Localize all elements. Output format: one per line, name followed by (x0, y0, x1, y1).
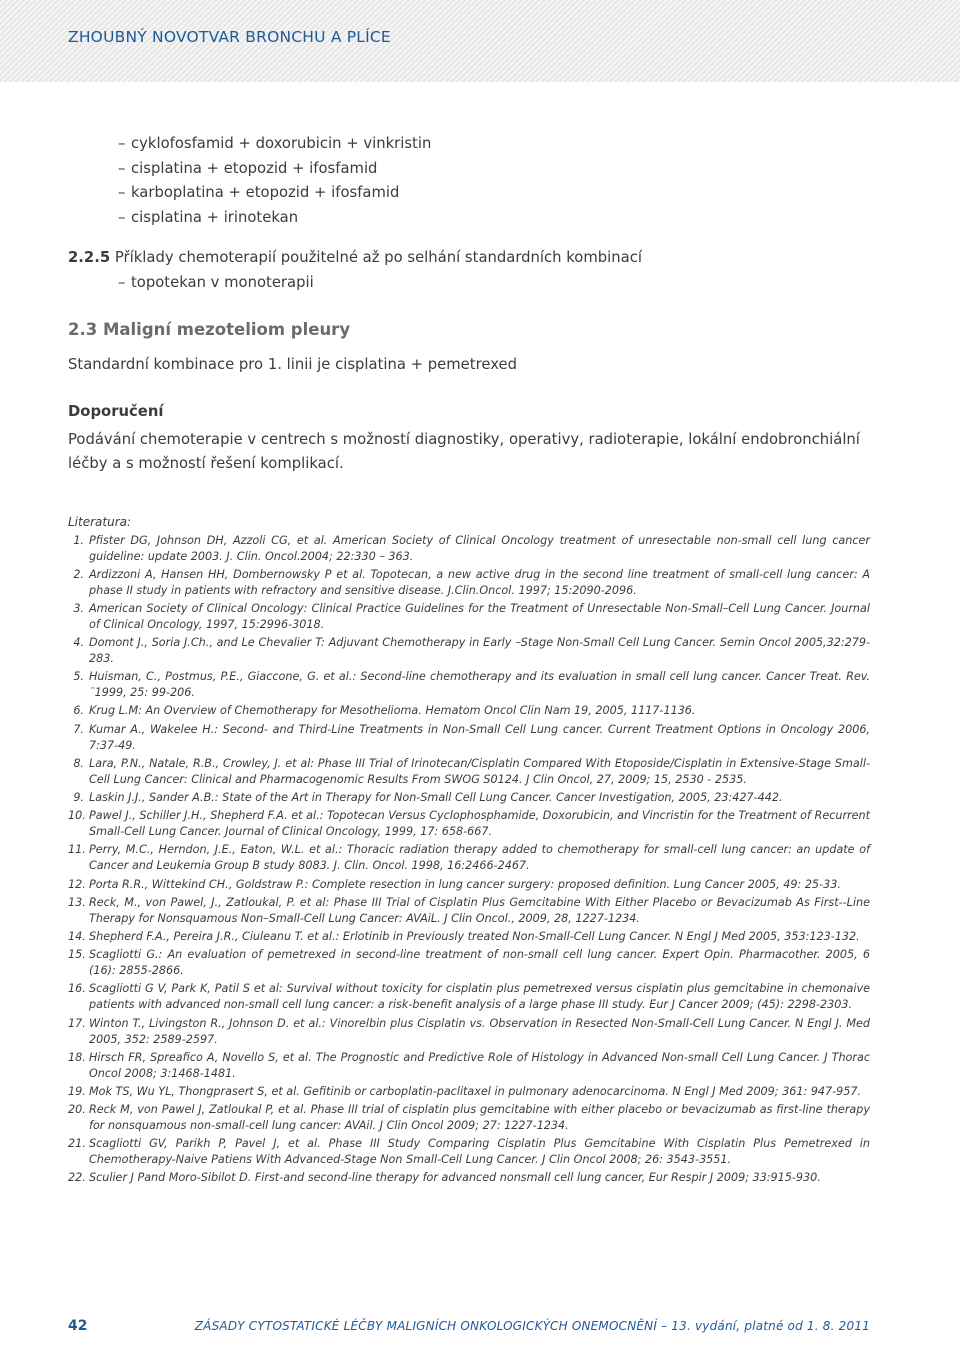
reference-item (68, 808, 870, 840)
page-content (68, 132, 870, 1189)
reference-item (68, 981, 870, 1013)
reference-item (68, 1136, 870, 1168)
reference-number: 3. (73, 601, 84, 615)
reference-number: 11. (68, 843, 86, 857)
reference-number: 6. (73, 704, 84, 718)
reference-number: 22. (68, 1171, 86, 1185)
reference-number: 7. (73, 722, 84, 736)
reference-number: 12. (68, 877, 86, 891)
reference-text: Perry, M.C., Herndon, J.E., Eaton, W.L. et al.: Thoracic radiation therapy added to chemotherapy for small-cell lung cancer: an update of Cancer and Leukemia Group B study 8083. J. Clin. Oncol. 1998, 16:2466-2467. (89, 843, 870, 873)
reference-number: 15. (68, 948, 86, 962)
reference-item (68, 929, 870, 945)
reference-item (68, 1102, 870, 1134)
reference-text: Sculier J Pand Moro-Sibilot D. First-and second-line therapy for advanced nonsmall cell lung cancer, Eur Respir J 2009; 33:915-930. (89, 1171, 821, 1185)
reference-text: Scagliotti GV, Parikh P, Pavel J, et al. Phase III Study Comparing Cisplatin Plus Gemcitabine With Cisplatin Plus Pemetrexed in Chemotherapy-Naive Patiens With Advanced-Stage Non Small-Cell Lung Cancer. J Clin Oncol 2008; 26: 3543-3551. (89, 1137, 870, 1167)
reference-text: Reck M, von Pawel J, Zatloukal P, et al. Phase III trial of cisplatin plus gemcitabine with either placebo or bevacizumab as first-line therapy for nonsquamous non-small-cell lung cancer: AVAil. J Clin Oncol 2009; 27: 1227-1234. (89, 1103, 870, 1133)
section-heading-2-3: 2.3 Maligní mezoteliom pleury (68, 320, 351, 339)
reference-item (68, 722, 870, 754)
reference-item (68, 601, 870, 633)
reference-number: 10. (68, 809, 86, 823)
reference-number: 14. (68, 929, 86, 943)
reference-number: 5. (73, 670, 84, 684)
reference-text: Laskin J.J., Sander A.B.: State of the Art in Therapy for Non-Small Cell Lung Cancer. Cancer Investigation, 2005, 23:427-442. (89, 791, 783, 804)
reference-text: Lara, P.N., Natale, R.B., Crowley, J. et al: Phase III Trial of Irinotecan/Cisplatin Compared With Etoposide/Cisplatin in Extensive-Stage Small-Cell Lung Cancer: Clinical and Pharmacogenomic Results From SWOG S0124. J Clin Oncol, 27, 2009; 15, 2530 - 2535. (89, 756, 870, 786)
reference-number: 16. (68, 982, 86, 996)
reference-number: 2. (73, 567, 84, 581)
reference-item (68, 669, 870, 701)
reference-text: Ardizzoni A, Hansen HH, Dombernowsky P et al. Topotecan, a new active drug in the second line treatment of small-cell lung cancer: A phase II study in patients with refractory and sensitive disease. J.Clin.Oncol. 1997; 15:2090-2096. (89, 567, 870, 597)
reference-text: Pfister DG, Johnson DH, Azzoli CG, et al. American Society of Clinical Oncology treatment of unresectable non-small cell lung cancer guideline: update 2003. J. Clin. Oncol.2004; 22:330 – 363. (89, 533, 870, 563)
reference-item (68, 947, 870, 979)
reference-text: Domont J., Soria J.Ch., and Le Chevalier T: Adjuvant Chemotherapy in Early –Stage Non-Small Cell Lung Cancer. Semin Oncol 2005,32:279-283. (89, 636, 870, 666)
reference-item (68, 842, 870, 874)
reference-item (68, 1050, 870, 1082)
regimen-list (68, 132, 870, 230)
reference-item (68, 635, 870, 667)
reference-item (68, 703, 870, 719)
second-line-list (68, 271, 870, 296)
reference-item (68, 1084, 870, 1100)
reference-item (68, 1016, 870, 1048)
reference-number: 13. (68, 895, 86, 909)
running-header-title: ZHOUBNÝ NOVOTVAR BRONCHU A PLÍCE (68, 28, 391, 46)
reference-text: Kumar A., Wakelee H.: Second- and Third-Line Treatments in Non-Small Cell Lung cancer. Current Treatment Options in Oncology 2006, 7:37-49. (89, 722, 870, 752)
page-footer (0, 1318, 960, 1348)
recommendation-heading: Doporučení (68, 402, 164, 420)
reference-item (68, 877, 870, 893)
header-bar (0, 0, 960, 82)
list-item: – cisplatina + etopozid + ifosfamid (118, 159, 378, 177)
reference-number: 20. (68, 1103, 86, 1117)
reference-number: 1. (73, 533, 84, 547)
reference-number: 21. (68, 1137, 86, 1151)
reference-item (68, 533, 870, 565)
reference-text: Huisman, C., Postmus, P.E., Giaccone, G. et al.: Second-line chemotherapy and its evaluation in small cell lung cancer. Cancer Treat. Rev. ¨1999, 25: 99-206. (89, 670, 870, 700)
list-item: – cyklofosfamid + doxorubicin + vinkristin (118, 135, 432, 152)
reference-number: 4. (73, 636, 84, 650)
recommendation-text: Podávání chemoterapie v centrech s možností diagnostiky, operativy, radioterapie, lokální endobronchiální léčby a s možností řešení komplikací. (68, 430, 860, 472)
reference-item (68, 756, 870, 788)
reference-number: 8. (73, 756, 84, 770)
reference-item (68, 790, 870, 806)
footer-title: ZÁSADY CYTOSTATICKÉ LÉČBY MALIGNÍCH ONKOLOGICKÝCH ONEMOCNĚNÍ – 13. vydání, platné od 1. 8. 2011 (194, 1319, 870, 1333)
list-item: – topotekan v monoterapii (118, 273, 314, 291)
list-item: – cisplatina + irinotekan (118, 208, 299, 226)
reference-text: Mok TS, Wu YL, Thongprasert S, et al. Gefitinib or carboplatin-paclitaxel in pulmonary adenocarcinoma. N Engl J Med 2009; 361: 947-957. (89, 1084, 862, 1098)
reference-text: Krug L.M: An Overview of Chemotherapy for Mesothelioma. Hematom Oncol Clin Nam 19, 2005, 1117-1136. (89, 704, 696, 718)
reference-text: Porta R.R., Wittekind CH., Goldstraw P.: Complete resection in lung cancer surgery: proposed definition. Lung Cancer 2005, 49: 25-33. (89, 877, 841, 891)
page-number: 42 (68, 1318, 88, 1334)
reference-text: Scagliotti G.: An evaluation of pemetrexed in second-line treatment of non-small cell lung cancer. Expert Opin. Pharmacother. 2005, 6 (16): 2855-2866. (89, 948, 870, 978)
reference-number: 9. (73, 791, 84, 804)
reference-list (68, 533, 870, 1187)
reference-text: Scagliotti G V, Park K, Patil S et al: Survival without toxicity for cisplatin plus pemetrexed versus cisplatin plus gemcitabine in chemonaive patients with advanced non-small cell lung cancer: a risk-benefit analysis of a large phase III study. Eur J Cancer 2009; (45): 2298-2303. (89, 982, 870, 1012)
reference-text: Pawel J., Schiller J.H., Shepherd F.A. et al.: Topotecan Versus Cyclophosphamide, Doxorubicin, and Vincristin for the Treatment of Recurrent Small-Cell Lung Cancer. Journal of Clinical Oncology, 1999, 17: 658-667. (89, 809, 870, 839)
reference-item (68, 1170, 870, 1186)
reference-text: Shepherd F.A., Pereira J.R., Ciuleanu T. et al.: Erlotinib in Previously treated Non-Small-Cell Lung Cancer. N Engl J Med 2005, 353:123-132. (89, 929, 860, 943)
mesothelioma-text: Standardní kombinace pro 1. linii je cisplatina + pemetrexed (68, 356, 517, 373)
reference-text: Hirsch FR, Spreafico A, Novello S, et al. The Prognostic and Predictive Role of Histology in Advanced Non-small Cell Lung Cancer. J Thorac Oncol 2008; 3:1468-1481. (89, 1050, 870, 1080)
list-item: – karboplatina + etopozid + ifosfamid (118, 184, 400, 201)
reference-number: 18. (68, 1050, 86, 1064)
reference-number: 19. (68, 1084, 86, 1098)
literature-heading: Literatura: (68, 514, 132, 529)
reference-text: Reck, M., von Pawel, J., Zatloukal, P. et al: Phase III Trial of Cisplatin Plus Gemcitabine With Either Placebo or Bevacizumab As First--Line Therapy for Nonsquamous Non–Small-Cell Lung Cancer: AVAiL. J Clin Oncol., 2009, 28, 1227-1234. (89, 895, 870, 925)
reference-text: American Society of Clinical Oncology: Clinical Practice Guidelines for the Treatment of Unresectable Non-Small–Cell Lung Cancer. Journal of Clinical Oncology, 1997, 15:2996-3018. (89, 601, 870, 631)
section-heading-2-2-5: 2.2.5 Příklady chemoterapií použitelné až po selhání standardních kombinací (68, 249, 642, 266)
reference-text: Winton T., Livingston R., Johnson D. et al.: Vinorelbin plus Cisplatin vs. Observation in Resected Non-Small-Cell Lung Cancer. N Engl J. Med 2005, 352: 2589-2597. (89, 1016, 870, 1046)
reference-item (68, 567, 870, 599)
reference-item (68, 895, 870, 927)
reference-number: 17. (68, 1016, 86, 1030)
